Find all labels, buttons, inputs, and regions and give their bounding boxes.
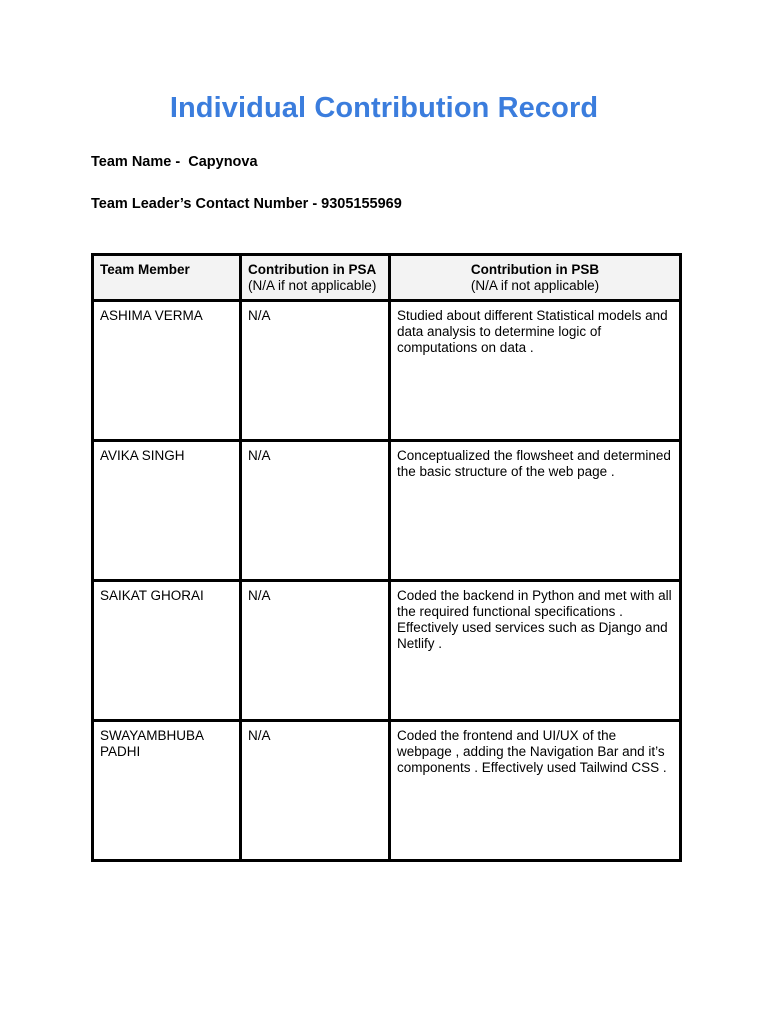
team-name-line: Team Name - Capynova	[91, 154, 258, 170]
header-psa-note: (N/A if not applicable)	[248, 278, 377, 293]
member-cell: ASHIMA VERMA	[93, 301, 241, 441]
header-psa-title: Contribution in PSA	[248, 262, 377, 277]
table-row	[93, 301, 681, 441]
psa-cell: N/A	[241, 581, 390, 721]
psb-cell: Studied about different Statistical models and data analysis to determine logic of computations on data .	[390, 301, 681, 441]
psb-cell: Conceptualized the flowsheet and determined the basic structure of the web page .	[390, 441, 681, 581]
header-psb-title: Contribution in PSB	[470, 262, 600, 277]
psb-cell: Coded the frontend and UI/UX of the webpage , adding the Navigation Bar and it’s components . Effectively used Tailwind CSS .	[390, 721, 681, 861]
header-psb-note: (N/A if not applicable)	[470, 278, 600, 293]
table-row	[93, 581, 681, 721]
table-row	[93, 441, 681, 581]
psa-cell: N/A	[241, 721, 390, 861]
member-cell: SAIKAT GHORAI	[93, 581, 241, 721]
header-team-member	[93, 255, 241, 301]
psa-cell: N/A	[241, 441, 390, 581]
member-cell: AVIKA SINGH	[93, 441, 241, 581]
header-contribution-psa	[241, 255, 390, 301]
header-team-member-label: Team Member	[100, 262, 190, 277]
contribution-table	[91, 253, 682, 862]
member-cell: SWAYAMBHUBA PADHI	[93, 721, 241, 861]
page-title: Individual Contribution Record	[169, 92, 599, 124]
leader-contact-line: Team Leader’s Contact Number - 9305155969	[91, 196, 402, 212]
table-row	[93, 721, 681, 861]
table-header-row	[93, 255, 681, 301]
psb-cell: Coded the backend in Python and met with all the required functional specifications . Effectively used services such as Django and Netlify .	[390, 581, 681, 721]
header-contribution-psb	[390, 255, 681, 301]
psa-cell: N/A	[241, 301, 390, 441]
